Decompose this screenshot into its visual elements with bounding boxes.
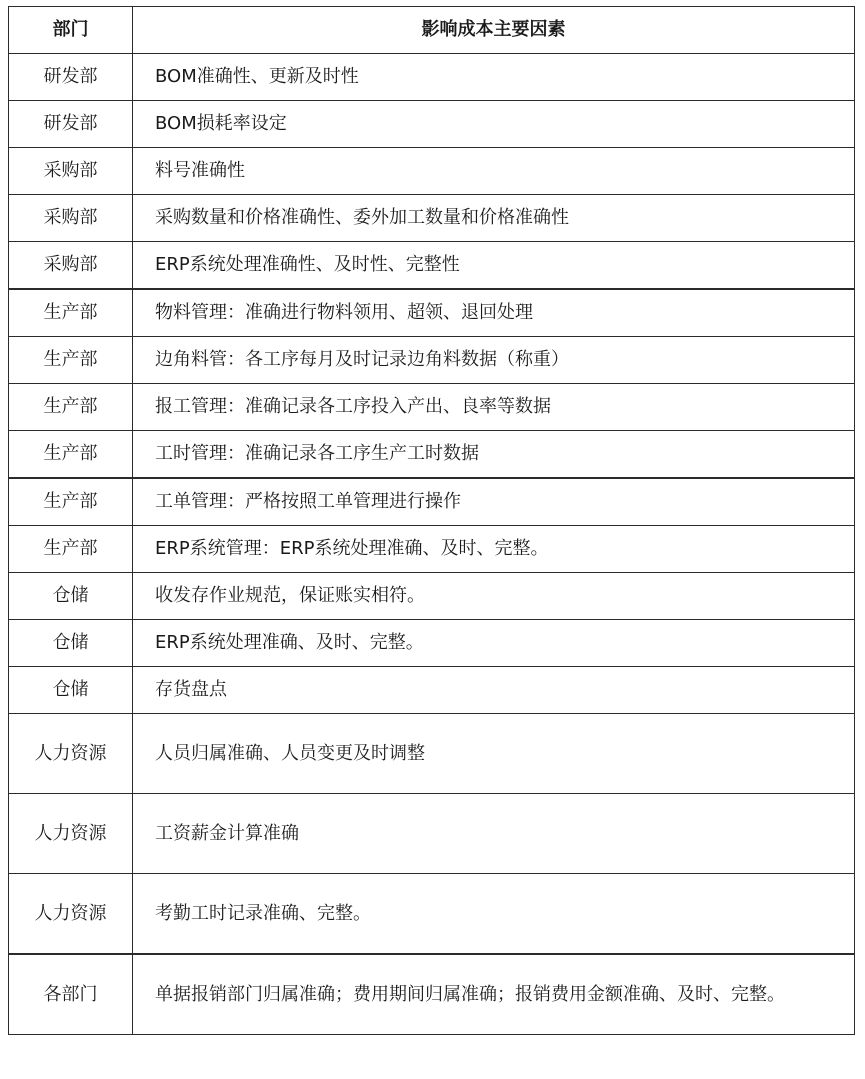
department-cell: 人力资源 [9, 714, 133, 794]
factor-cell: ERP系统管理：ERP系统处理准确、及时、完整。 [133, 526, 855, 573]
department-cell: 人力资源 [9, 874, 133, 955]
table-row [9, 337, 855, 384]
table-row [9, 714, 855, 794]
factor-cell: 工单管理：严格按照工单管理进行操作 [133, 478, 855, 526]
table-row [9, 101, 855, 148]
department-cell: 人力资源 [9, 794, 133, 874]
department-cell: 采购部 [9, 242, 133, 290]
table-row [9, 384, 855, 431]
header-department: 部门 [9, 7, 133, 54]
table-row [9, 954, 855, 1035]
table-row [9, 148, 855, 195]
table-row [9, 794, 855, 874]
factor-cell: 料号准确性 [133, 148, 855, 195]
table-header-row [9, 7, 855, 54]
department-cell: 仓储 [9, 573, 133, 620]
factor-cell: 工时管理：准确记录各工序生产工时数据 [133, 431, 855, 479]
factor-cell: 采购数量和价格准确性、委外加工数量和价格准确性 [133, 195, 855, 242]
factor-cell: 收发存作业规范，保证账实相符。 [133, 573, 855, 620]
table-row [9, 478, 855, 526]
factor-cell: ERP系统处理准确、及时、完整。 [133, 620, 855, 667]
table-row [9, 242, 855, 290]
factor-cell: 单据报销部门归属准确；费用期间归属准确；报销费用金额准确、及时、完整。 [133, 954, 855, 1035]
factor-cell: 报工管理：准确记录各工序投入产出、良率等数据 [133, 384, 855, 431]
cost-factors-table-container [8, 6, 854, 1035]
table-row [9, 667, 855, 714]
factor-cell: 边角料管：各工序每月及时记录边角料数据（称重） [133, 337, 855, 384]
factor-cell: BOM准确性、更新及时性 [133, 54, 855, 101]
department-cell: 各部门 [9, 954, 133, 1035]
factor-cell: ERP系统处理准确性、及时性、完整性 [133, 242, 855, 290]
department-cell: 采购部 [9, 148, 133, 195]
department-cell: 研发部 [9, 101, 133, 148]
department-cell: 生产部 [9, 478, 133, 526]
table-row [9, 526, 855, 573]
department-cell: 仓储 [9, 667, 133, 714]
factor-cell: BOM损耗率设定 [133, 101, 855, 148]
table-row [9, 874, 855, 955]
factor-cell: 人员归属准确、人员变更及时调整 [133, 714, 855, 794]
header-factors: 影响成本主要因素 [133, 7, 855, 54]
table-row [9, 573, 855, 620]
table-row [9, 620, 855, 667]
department-cell: 生产部 [9, 337, 133, 384]
department-cell: 仓储 [9, 620, 133, 667]
table-row [9, 289, 855, 337]
department-cell: 采购部 [9, 195, 133, 242]
table-row [9, 54, 855, 101]
factor-cell: 考勤工时记录准确、完整。 [133, 874, 855, 955]
table-row [9, 431, 855, 479]
factor-cell: 工资薪金计算准确 [133, 794, 855, 874]
department-cell: 生产部 [9, 289, 133, 337]
factor-cell: 存货盘点 [133, 667, 855, 714]
table-row [9, 195, 855, 242]
department-cell: 生产部 [9, 431, 133, 479]
department-cell: 生产部 [9, 526, 133, 573]
department-cell: 研发部 [9, 54, 133, 101]
factor-cell: 物料管理：准确进行物料领用、超领、退回处理 [133, 289, 855, 337]
cost-factors-table [8, 6, 855, 1035]
department-cell: 生产部 [9, 384, 133, 431]
